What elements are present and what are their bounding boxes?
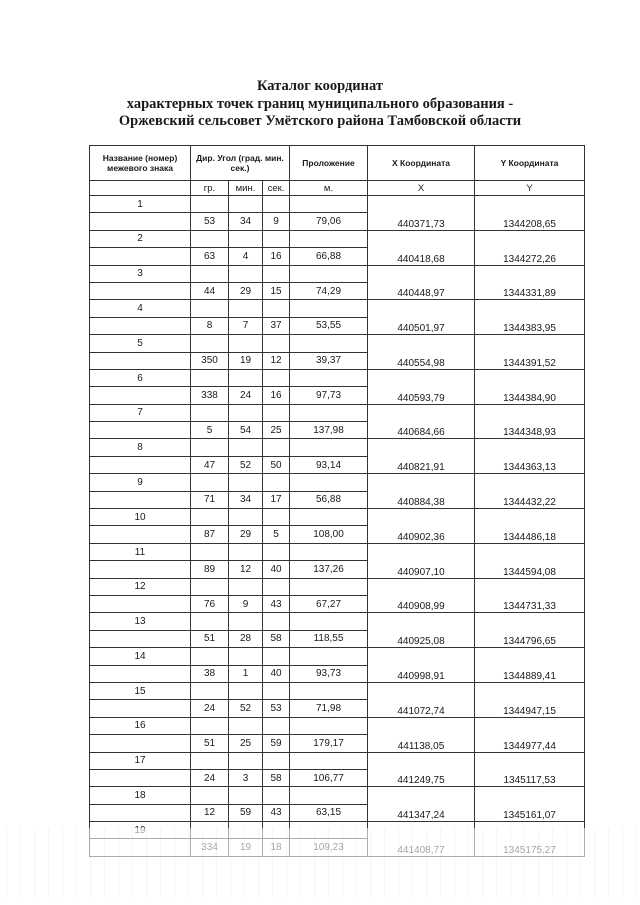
point-name: 5 bbox=[90, 335, 191, 352]
angle-seconds: 53 bbox=[263, 700, 290, 717]
cell-blank bbox=[290, 196, 368, 213]
distance: 97,73 bbox=[290, 387, 368, 404]
angle-minutes: 4 bbox=[229, 248, 263, 265]
point-name: 9 bbox=[90, 474, 191, 491]
cell-blank bbox=[191, 509, 229, 526]
cell-blank bbox=[90, 665, 191, 682]
table-row bbox=[90, 648, 585, 665]
x-coordinate: 440925,08 bbox=[368, 613, 475, 648]
table-row bbox=[90, 474, 585, 491]
angle-seconds: 58 bbox=[263, 630, 290, 647]
angle-seconds: 15 bbox=[263, 282, 290, 299]
table-row bbox=[90, 335, 585, 352]
cell-blank bbox=[263, 439, 290, 456]
angle-degrees: 24 bbox=[191, 769, 229, 786]
cell-blank bbox=[191, 543, 229, 560]
cell-blank bbox=[229, 230, 263, 247]
angle-minutes: 9 bbox=[229, 595, 263, 612]
cell-blank bbox=[229, 265, 263, 282]
x-coordinate: 440907,10 bbox=[368, 543, 475, 578]
x-coordinate: 440902,36 bbox=[368, 509, 475, 544]
unit-min: мин. bbox=[229, 181, 263, 196]
cell-blank bbox=[263, 300, 290, 317]
distance: 39,37 bbox=[290, 352, 368, 369]
angle-minutes: 25 bbox=[229, 735, 263, 752]
cell-blank bbox=[90, 804, 191, 821]
angle-seconds: 9 bbox=[263, 213, 290, 230]
x-coordinate: 440371,73 bbox=[368, 196, 475, 231]
angle-minutes: 59 bbox=[229, 804, 263, 821]
cell-blank bbox=[90, 769, 191, 786]
angle-degrees: 338 bbox=[191, 387, 229, 404]
y-coordinate: 1344348,93 bbox=[475, 404, 585, 439]
x-coordinate: 440593,79 bbox=[368, 369, 475, 404]
cell-blank bbox=[290, 509, 368, 526]
distance: 71,98 bbox=[290, 700, 368, 717]
table-row bbox=[90, 439, 585, 456]
angle-degrees: 12 bbox=[191, 804, 229, 821]
scan-noise-decoration bbox=[0, 828, 640, 898]
unit-y: Y bbox=[475, 181, 585, 196]
distance: 93,14 bbox=[290, 456, 368, 473]
angle-degrees: 5 bbox=[191, 422, 229, 439]
cell-blank bbox=[191, 648, 229, 665]
cell-blank bbox=[90, 422, 191, 439]
cell-blank bbox=[290, 613, 368, 630]
cell-blank bbox=[90, 526, 191, 543]
x-coordinate: 440501,97 bbox=[368, 300, 475, 335]
angle-degrees: 350 bbox=[191, 352, 229, 369]
angle-seconds: 17 bbox=[263, 491, 290, 508]
x-coordinate: 440448,97 bbox=[368, 265, 475, 300]
cell-blank bbox=[90, 735, 191, 752]
angle-minutes: 28 bbox=[229, 630, 263, 647]
cell-blank bbox=[290, 265, 368, 282]
title-line-1: Каталог координат bbox=[256, 78, 384, 94]
table-row bbox=[90, 509, 585, 526]
cell-blank bbox=[263, 682, 290, 699]
angle-degrees: 71 bbox=[191, 491, 229, 508]
table-row bbox=[90, 265, 585, 282]
angle-seconds: 43 bbox=[263, 595, 290, 612]
distance: 79,06 bbox=[290, 213, 368, 230]
point-name: 8 bbox=[90, 439, 191, 456]
cell-blank bbox=[191, 335, 229, 352]
header-name: Название (номер) межевого знака bbox=[90, 146, 191, 181]
distance: 179,17 bbox=[290, 735, 368, 752]
angle-seconds: 12 bbox=[263, 352, 290, 369]
point-name: 13 bbox=[90, 613, 191, 630]
angle-minutes: 29 bbox=[229, 282, 263, 299]
cell-blank bbox=[263, 230, 290, 247]
angle-seconds: 16 bbox=[263, 387, 290, 404]
cell-blank bbox=[290, 474, 368, 491]
angle-minutes: 24 bbox=[229, 387, 263, 404]
cell-blank bbox=[229, 474, 263, 491]
angle-minutes: 52 bbox=[229, 700, 263, 717]
point-name: 2 bbox=[90, 230, 191, 247]
cell-blank bbox=[90, 491, 191, 508]
cell-blank bbox=[263, 543, 290, 560]
y-coordinate: 1344391,52 bbox=[475, 335, 585, 370]
cell-blank bbox=[191, 369, 229, 386]
distance: 118,55 bbox=[290, 630, 368, 647]
angle-seconds: 43 bbox=[263, 804, 290, 821]
cell-blank bbox=[229, 509, 263, 526]
table-row bbox=[90, 230, 585, 247]
cell-blank bbox=[191, 265, 229, 282]
y-coordinate: 1344208,65 bbox=[475, 196, 585, 231]
cell-blank bbox=[290, 752, 368, 769]
table-row bbox=[90, 752, 585, 769]
cell-blank bbox=[90, 456, 191, 473]
cell-blank bbox=[229, 439, 263, 456]
angle-degrees: 87 bbox=[191, 526, 229, 543]
angle-degrees: 38 bbox=[191, 665, 229, 682]
cell-blank bbox=[290, 335, 368, 352]
angle-minutes: 3 bbox=[229, 769, 263, 786]
angle-seconds: 16 bbox=[263, 248, 290, 265]
cell-blank bbox=[290, 648, 368, 665]
cell-blank bbox=[263, 474, 290, 491]
cell-blank bbox=[191, 752, 229, 769]
cell-blank bbox=[263, 369, 290, 386]
cell-blank bbox=[229, 578, 263, 595]
distance: 137,26 bbox=[290, 561, 368, 578]
cell-blank bbox=[90, 630, 191, 647]
table-row bbox=[90, 613, 585, 630]
table-row bbox=[90, 300, 585, 317]
cell-blank bbox=[229, 196, 263, 213]
y-coordinate: 1344383,95 bbox=[475, 300, 585, 335]
point-name: 3 bbox=[90, 265, 191, 282]
angle-seconds: 59 bbox=[263, 735, 290, 752]
point-name: 4 bbox=[90, 300, 191, 317]
header-distance: Проложение bbox=[290, 146, 368, 181]
angle-seconds: 5 bbox=[263, 526, 290, 543]
point-name: 1 bbox=[90, 196, 191, 213]
y-coordinate: 1344594,08 bbox=[475, 543, 585, 578]
cell-blank bbox=[229, 787, 263, 804]
cell-blank bbox=[229, 404, 263, 421]
distance: 67,27 bbox=[290, 595, 368, 612]
cell-blank bbox=[263, 404, 290, 421]
table-row bbox=[90, 369, 585, 386]
cell-blank bbox=[290, 439, 368, 456]
cell-blank bbox=[191, 439, 229, 456]
y-coordinate: 1344947,15 bbox=[475, 682, 585, 717]
y-coordinate: 1344977,44 bbox=[475, 717, 585, 752]
angle-minutes: 54 bbox=[229, 422, 263, 439]
angle-seconds: 58 bbox=[263, 769, 290, 786]
cell-blank bbox=[229, 648, 263, 665]
x-coordinate: 441347,24 bbox=[368, 787, 475, 822]
cell-blank bbox=[263, 648, 290, 665]
cell-blank bbox=[191, 578, 229, 595]
distance: 74,29 bbox=[290, 282, 368, 299]
angle-minutes: 1 bbox=[229, 665, 263, 682]
cell-blank bbox=[263, 787, 290, 804]
angle-minutes: 29 bbox=[229, 526, 263, 543]
header-y: Y Координата bbox=[475, 146, 585, 181]
cell-blank bbox=[263, 196, 290, 213]
x-coordinate: 440998,91 bbox=[368, 648, 475, 683]
cell-blank bbox=[191, 474, 229, 491]
cell-blank bbox=[90, 213, 191, 230]
cell-blank bbox=[229, 369, 263, 386]
y-coordinate: 1344384,90 bbox=[475, 369, 585, 404]
x-coordinate: 440908,99 bbox=[368, 578, 475, 613]
cell-blank bbox=[191, 613, 229, 630]
table-row bbox=[90, 717, 585, 734]
point-name: 10 bbox=[90, 509, 191, 526]
point-name: 11 bbox=[90, 543, 191, 560]
angle-degrees: 51 bbox=[191, 630, 229, 647]
x-coordinate: 440418,68 bbox=[368, 230, 475, 265]
angle-minutes: 12 bbox=[229, 561, 263, 578]
cell-blank bbox=[290, 787, 368, 804]
cell-blank bbox=[191, 300, 229, 317]
cell-blank bbox=[191, 230, 229, 247]
table-row bbox=[90, 682, 585, 699]
angle-minutes: 52 bbox=[229, 456, 263, 473]
coordinate-catalog-table bbox=[89, 145, 585, 857]
angle-degrees: 44 bbox=[191, 282, 229, 299]
distance: 63,15 bbox=[290, 804, 368, 821]
cell-blank bbox=[90, 317, 191, 334]
y-coordinate: 1344363,13 bbox=[475, 439, 585, 474]
x-coordinate: 441249,75 bbox=[368, 752, 475, 787]
cell-blank bbox=[191, 787, 229, 804]
cell-blank bbox=[191, 404, 229, 421]
distance: 93,73 bbox=[290, 665, 368, 682]
title-line-3: Оржевский сельсовет Умётского района Тамбовской области bbox=[118, 113, 522, 129]
cell-blank bbox=[290, 230, 368, 247]
y-coordinate: 1344331,89 bbox=[475, 265, 585, 300]
angle-minutes: 34 bbox=[229, 491, 263, 508]
cell-blank bbox=[90, 387, 191, 404]
cell-blank bbox=[90, 595, 191, 612]
point-name: 15 bbox=[90, 682, 191, 699]
x-coordinate: 440554,98 bbox=[368, 335, 475, 370]
table-body bbox=[90, 196, 585, 857]
point-name: 16 bbox=[90, 717, 191, 734]
table-row bbox=[90, 543, 585, 560]
distance: 106,77 bbox=[290, 769, 368, 786]
point-name: 17 bbox=[90, 752, 191, 769]
unit-sec: сек. bbox=[263, 181, 290, 196]
unit-deg: гр. bbox=[191, 181, 229, 196]
angle-degrees: 47 bbox=[191, 456, 229, 473]
angle-seconds: 25 bbox=[263, 422, 290, 439]
distance: 108,00 bbox=[290, 526, 368, 543]
cell-blank bbox=[90, 352, 191, 369]
angle-degrees: 63 bbox=[191, 248, 229, 265]
cell-blank bbox=[191, 717, 229, 734]
cell-blank bbox=[263, 578, 290, 595]
distance: 53,55 bbox=[290, 317, 368, 334]
cell-blank bbox=[229, 752, 263, 769]
cell-blank bbox=[263, 335, 290, 352]
cell-blank bbox=[290, 717, 368, 734]
cell-blank bbox=[290, 404, 368, 421]
y-coordinate: 1344796,65 bbox=[475, 613, 585, 648]
y-coordinate: 1344432,22 bbox=[475, 474, 585, 509]
y-coordinate: 1344272,26 bbox=[475, 230, 585, 265]
y-coordinate: 1345161,07 bbox=[475, 787, 585, 822]
distance: 66,88 bbox=[290, 248, 368, 265]
document-title bbox=[0, 78, 640, 131]
x-coordinate: 440821,91 bbox=[368, 439, 475, 474]
table-row bbox=[90, 196, 585, 213]
distance: 56,88 bbox=[290, 491, 368, 508]
cell-blank bbox=[290, 369, 368, 386]
cell-blank bbox=[90, 248, 191, 265]
cell-blank bbox=[263, 717, 290, 734]
cell-blank bbox=[90, 700, 191, 717]
point-name: 7 bbox=[90, 404, 191, 421]
cell-blank bbox=[90, 561, 191, 578]
angle-degrees: 24 bbox=[191, 700, 229, 717]
angle-degrees: 8 bbox=[191, 317, 229, 334]
header-x: X Координата bbox=[368, 146, 475, 181]
cell-blank bbox=[229, 717, 263, 734]
angle-degrees: 51 bbox=[191, 735, 229, 752]
y-coordinate: 1344889,41 bbox=[475, 648, 585, 683]
header-angle: Дир. Угол (град. мин. сек.) bbox=[191, 146, 290, 181]
x-coordinate: 441138,05 bbox=[368, 717, 475, 752]
angle-seconds: 37 bbox=[263, 317, 290, 334]
point-name: 6 bbox=[90, 369, 191, 386]
angle-seconds: 50 bbox=[263, 456, 290, 473]
angle-degrees: 53 bbox=[191, 213, 229, 230]
x-coordinate: 441072,74 bbox=[368, 682, 475, 717]
cell-blank bbox=[229, 335, 263, 352]
angle-degrees: 76 bbox=[191, 595, 229, 612]
y-coordinate: 1344731,33 bbox=[475, 578, 585, 613]
x-coordinate: 440684,66 bbox=[368, 404, 475, 439]
angle-minutes: 7 bbox=[229, 317, 263, 334]
angle-seconds: 40 bbox=[263, 665, 290, 682]
point-name: 12 bbox=[90, 578, 191, 595]
cell-blank bbox=[263, 752, 290, 769]
cell-blank bbox=[229, 682, 263, 699]
cell-blank bbox=[229, 300, 263, 317]
unit-blank bbox=[90, 181, 191, 196]
cell-blank bbox=[263, 613, 290, 630]
angle-minutes: 34 bbox=[229, 213, 263, 230]
distance: 137,98 bbox=[290, 422, 368, 439]
cell-blank bbox=[90, 282, 191, 299]
table-row bbox=[90, 404, 585, 421]
cell-blank bbox=[263, 509, 290, 526]
x-coordinate: 440884,38 bbox=[368, 474, 475, 509]
unit-m: м. bbox=[290, 181, 368, 196]
cell-blank bbox=[263, 265, 290, 282]
unit-x: X bbox=[368, 181, 475, 196]
point-name: 14 bbox=[90, 648, 191, 665]
cell-blank bbox=[290, 578, 368, 595]
cell-blank bbox=[290, 543, 368, 560]
angle-minutes: 19 bbox=[229, 352, 263, 369]
y-coordinate: 1344486,18 bbox=[475, 509, 585, 544]
y-coordinate: 1345117,53 bbox=[475, 752, 585, 787]
cell-blank bbox=[229, 543, 263, 560]
angle-degrees: 89 bbox=[191, 561, 229, 578]
cell-blank bbox=[229, 613, 263, 630]
point-name: 18 bbox=[90, 787, 191, 804]
cell-blank bbox=[290, 682, 368, 699]
table-row bbox=[90, 787, 585, 804]
title-line-2: характерных точек границ муниципального образования - bbox=[126, 95, 514, 112]
cell-blank bbox=[191, 682, 229, 699]
cell-blank bbox=[191, 196, 229, 213]
cell-blank bbox=[290, 300, 368, 317]
angle-seconds: 40 bbox=[263, 561, 290, 578]
table-row bbox=[90, 578, 585, 595]
